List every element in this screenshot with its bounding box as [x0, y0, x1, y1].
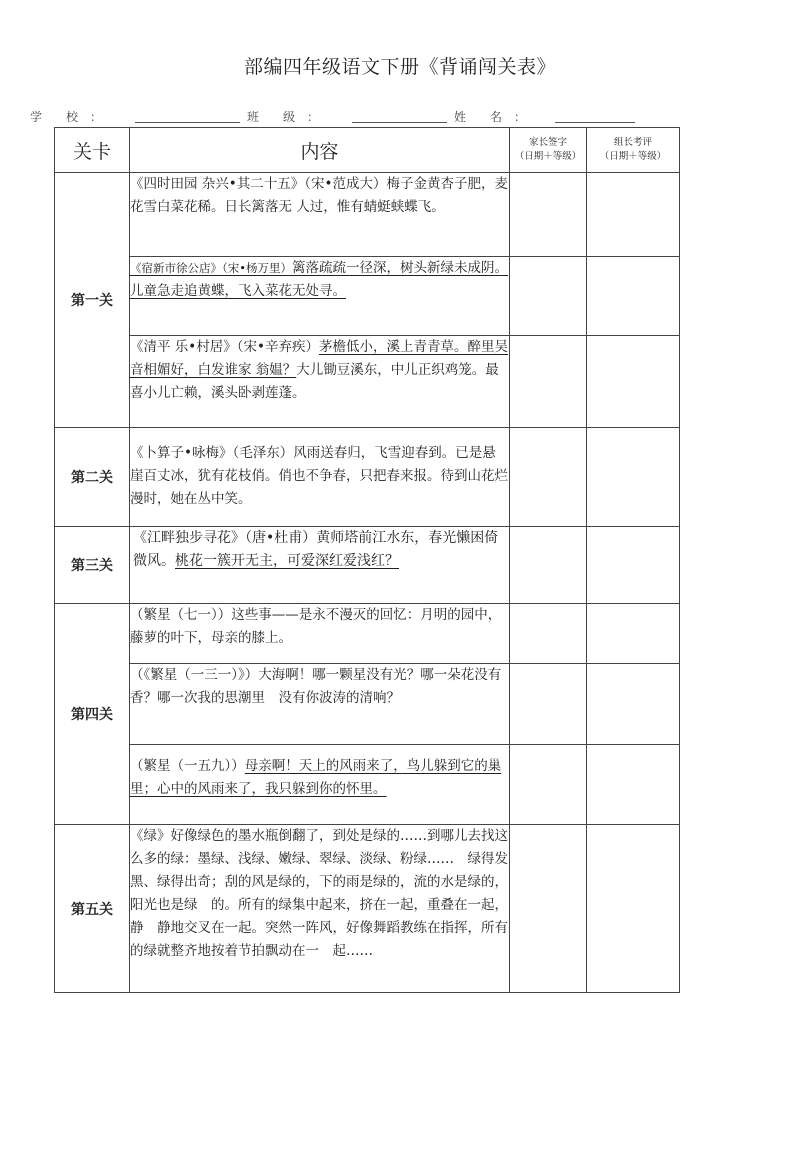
table-row: [55, 173, 680, 257]
parent-signature-cell[interactable]: [510, 257, 587, 336]
poem-title: 《清平 乐•村居》（宋•辛弃疾）: [130, 339, 319, 355]
parent-signature-cell[interactable]: [510, 825, 587, 993]
stage-label: 第五关: [55, 825, 130, 993]
poem-cell: [130, 257, 510, 336]
table-row: [55, 664, 680, 745]
leader-evaluation-cell[interactable]: [587, 745, 680, 825]
parent-signature-cell[interactable]: [510, 745, 587, 825]
header-leader-line1: 组长考评: [613, 137, 652, 148]
stage-label: 第一关: [55, 173, 130, 428]
leader-evaluation-cell[interactable]: [587, 664, 680, 745]
poem-text: 篱落疏疏一径深，树头新绿未成阴。儿童急走追黄蝶，飞入菜花无处寻。: [130, 260, 509, 299]
poem-cell: 《四时田园 杂兴•其二十五》（宋•范成大）梅子金黄杏子肥，麦花雪白菜花稀。日长篱落无 人过，惟有蜻蜓蛱蝶飞。: [130, 173, 510, 257]
parent-signature-cell[interactable]: [510, 428, 587, 527]
leader-evaluation-cell[interactable]: [587, 428, 680, 527]
table-row: [55, 825, 680, 993]
name-blank[interactable]: [555, 122, 635, 123]
header-parent-line1: 家长签字: [528, 137, 567, 148]
leader-evaluation-cell[interactable]: [587, 527, 680, 604]
table-row: [55, 527, 680, 604]
poem-text-underlined: 茅檐低小，溪上青青草。醉里吴音相媚好，白发谁家 翁媪？: [130, 339, 508, 378]
page-title: 部编四年级语文下册《背诵闯关表》: [243, 56, 556, 78]
school-label: 学 校 ：: [30, 110, 103, 124]
header-leader-line2: （日期＋等级）: [599, 151, 667, 162]
table-row: [55, 604, 680, 664]
poem-text-underlined: 桃花一簇开无主，可爱深红爱浅红？: [175, 553, 399, 569]
table-row: [55, 336, 680, 428]
poem-text: 《江畔独步寻花》（唐•杜甫）黄师塔前江水东，春光懒困倚微风。: [133, 530, 499, 569]
header-content: 内容: [130, 128, 510, 173]
table-row: [55, 257, 680, 336]
poem-cell: （《繁星（一三一）》）大海啊！哪一颗星没有光？哪一朵花没有香？哪一次我的思潮里 没有你波涛的清响？: [130, 664, 510, 745]
stage-label: 第二关: [55, 428, 130, 527]
table-row: [55, 428, 680, 527]
parent-signature-cell[interactable]: [510, 336, 587, 428]
header-parent-line2: （日期＋等级）: [514, 151, 582, 162]
poem-title: 《宿新市徐公店》（宋•杨万里）: [130, 261, 293, 275]
header-parent-signature: [510, 128, 587, 173]
poem-cell: [130, 336, 510, 428]
parent-signature-cell[interactable]: [510, 604, 587, 664]
poem-text: 大儿锄豆溪东，中儿正织鸡笼。最喜小儿亡赖，溪头卧剥莲蓬。: [130, 362, 499, 401]
leader-evaluation-cell[interactable]: [587, 336, 680, 428]
leader-evaluation-cell[interactable]: [587, 604, 680, 664]
leader-evaluation-cell[interactable]: [587, 825, 680, 993]
poem-cell: 《绿》好像绿色的墨水瓶倒翻了，到处是绿的……到哪儿去找这么多的绿：墨绿、浅绿、嫩绿、翠绿、淡绿、粉绿…… 绿得发黑、绿得出奇；刮的风是绿的，下的雨是绿的，流的水是绿的，阳光也是绿 的。所有的绿集中起来，挤在一起，重叠在一起，静 静地交叉在一起。突然一阵风，好像舞蹈教练在指挥，所有的绿就整齐地按着节拍飘动在一 起……: [130, 825, 510, 993]
header-stage: 关卡: [55, 128, 130, 173]
leader-evaluation-cell[interactable]: [587, 257, 680, 336]
stage-label: 第四关: [55, 604, 130, 825]
name-label: 姓 名 ：: [454, 110, 527, 124]
poem-cell: [130, 527, 510, 604]
poem-cell: （繁星（七一））这些事——是永不漫灭的回忆：月明的园中，藤萝的叶下，母亲的膝上。: [130, 604, 510, 664]
parent-signature-cell[interactable]: [510, 173, 587, 257]
poem-title: （繁星（一五九））: [130, 758, 245, 774]
school-blank[interactable]: [135, 122, 240, 123]
poem-cell: [130, 745, 510, 825]
header-row: [55, 128, 680, 173]
stage-label: 第三关: [55, 527, 130, 604]
parent-signature-cell[interactable]: [510, 527, 587, 604]
poem-cell: 《卜算子•咏梅》（毛泽东）风雨送春归，飞雪迎春到。已是悬崖百丈冰，犹有花枝俏。俏也不争春，只把春来报。待到山花烂漫时，她在丛中笑。: [130, 428, 510, 527]
class-blank[interactable]: [352, 122, 447, 123]
header-leader-evaluation: [587, 128, 680, 173]
table-row: [55, 745, 680, 825]
class-label: 班 级 ：: [247, 110, 320, 124]
recitation-table: [54, 127, 680, 993]
leader-evaluation-cell[interactable]: [587, 173, 680, 257]
parent-signature-cell[interactable]: [510, 664, 587, 745]
info-line: [30, 108, 770, 128]
poem-text-underlined: 母亲啊！天上的风雨来了，鸟儿躲到它的巢里；心中的风雨来了，我只躲到你的怀里。: [130, 758, 502, 797]
